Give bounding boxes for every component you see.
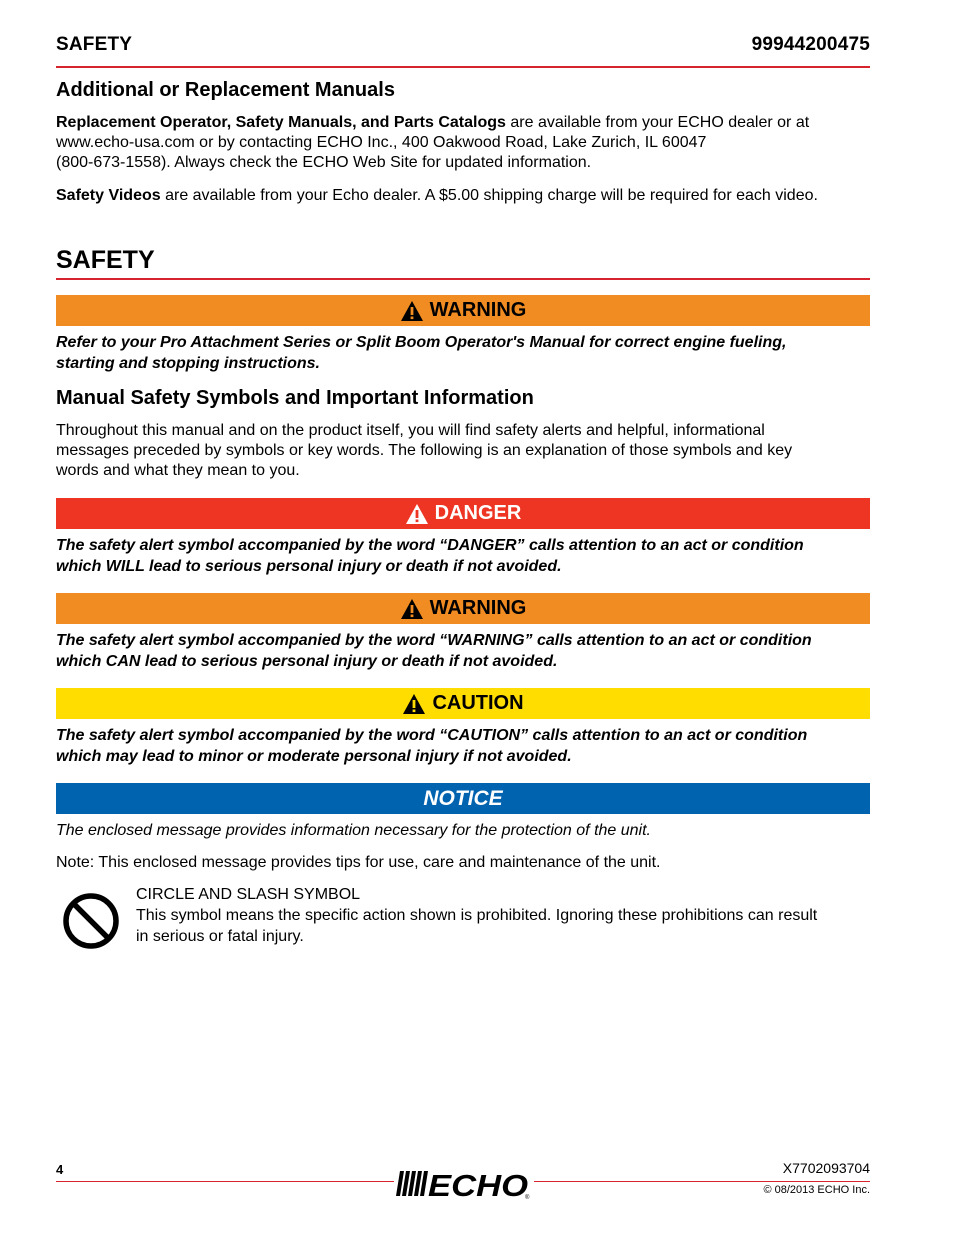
manuals-line-2: www.echo-usa.com or by contacting ECHO Inc., 400 Oakwood Road, Lake Zurich, IL 60047 <box>56 134 707 151</box>
manuals-line-1: are available from your ECHO dealer or at <box>505 114 810 131</box>
danger-message <box>56 535 870 577</box>
caution-label: CAUTION <box>432 692 524 714</box>
warning-banner-1 <box>56 295 870 326</box>
manuals-bold-lead: Replacement Operator, Safety Manuals, and Parts Catalogs <box>56 114 506 131</box>
circle-slash-icon <box>62 892 120 950</box>
warning-label-1: WARNING <box>429 299 527 321</box>
danger-label: DANGER <box>434 502 522 524</box>
manuals-line-3: (800-673-1558). Always check the ECHO Web Site for updated information. <box>56 154 592 171</box>
danger-message-line-1: The safety alert symbol accompanied by the word “DANGER” calls attention to an act or condition <box>56 537 804 554</box>
safety-section-title <box>56 246 870 280</box>
notice-label: NOTICE <box>423 786 503 810</box>
running-header <box>56 34 870 68</box>
videos-text: are available from your Echo dealer. A $5.00 shipping charge will be required for each video. <box>160 187 818 204</box>
caution-message <box>56 725 870 767</box>
logo-wordmark: ECHO <box>428 1168 528 1201</box>
danger-banner <box>56 498 870 529</box>
page-number: 4 <box>56 1162 64 1177</box>
safety-title-text: SAFETY <box>56 246 155 274</box>
caution-message-line-2: which may lead to minor or moderate personal injury if not avoided. <box>56 748 572 765</box>
safety-alert-icon <box>400 300 424 322</box>
manuals-heading: Additional or Replacement Manuals <box>56 79 395 101</box>
circle-slash-line-1: This symbol means the specific action shown is prohibited. Ignoring these prohibitions can result <box>136 907 818 924</box>
notice-message: The enclosed message provides information necessary for the protection of the unit. <box>56 822 651 839</box>
document-number: X7702093704 <box>782 1160 870 1176</box>
warning-message-2 <box>56 630 870 672</box>
safety-alert-icon <box>400 598 424 620</box>
warning-message-2-line-2: which CAN lead to serious personal injury or death if not avoided. <box>56 653 558 670</box>
copyright-notice: © 08/2013 ECHO Inc. <box>763 1184 870 1196</box>
symbols-heading: Manual Safety Symbols and Important Information <box>56 387 534 409</box>
symbols-intro-line-3: words and what they mean to you. <box>56 462 300 479</box>
symbols-intro <box>56 421 870 481</box>
warning-banner-2 <box>56 593 870 624</box>
danger-message-line-2: which WILL lead to serious personal injury or death if not avoided. <box>56 558 562 575</box>
footer-rule-left <box>56 1181 394 1182</box>
warning-label-2: WARNING <box>429 597 527 619</box>
safety-alert-icon <box>405 503 429 525</box>
notice-banner <box>56 783 870 814</box>
manuals-paragraph <box>56 113 870 173</box>
echo-logo <box>394 1165 534 1201</box>
header-part-number: 99944200475 <box>751 34 870 55</box>
circle-slash-description <box>136 884 872 947</box>
header-section-title: SAFETY <box>56 34 133 55</box>
registered-mark: ® <box>525 1195 530 1201</box>
note-message: Note: This enclosed message provides tips for use, care and maintenance of the unit. <box>56 854 661 871</box>
warning-message-2-line-1: The safety alert symbol accompanied by the word “WARNING” calls attention to an act or condition <box>56 632 812 649</box>
videos-bold-lead: Safety Videos <box>56 187 161 204</box>
caution-message-line-1: The safety alert symbol accompanied by the word “CAUTION” calls attention to an act or condition <box>56 727 808 744</box>
symbols-intro-line-2: messages preceded by symbols or key words. The following is an explanation of those symbols and key <box>56 442 793 459</box>
caution-banner <box>56 688 870 719</box>
warning-message-1-line-2: starting and stopping instructions. <box>56 355 320 372</box>
manual-page <box>56 0 870 1235</box>
safety-alert-icon <box>402 693 426 715</box>
footer-rule-right <box>534 1181 870 1182</box>
circle-slash-title: CIRCLE AND SLASH SYMBOL <box>136 886 361 903</box>
symbols-intro-line-1: Throughout this manual and on the product itself, you will find safety alerts and helpful, informational <box>56 422 765 439</box>
warning-message-1 <box>56 332 870 374</box>
warning-message-1-line-1: Refer to your Pro Attachment Series or Split Boom Operator's Manual for correct engine fueling, <box>56 334 787 351</box>
logo-speed-stripes <box>396 1171 428 1196</box>
circle-slash-line-2: in serious or fatal injury. <box>136 928 304 945</box>
videos-paragraph <box>56 186 870 206</box>
